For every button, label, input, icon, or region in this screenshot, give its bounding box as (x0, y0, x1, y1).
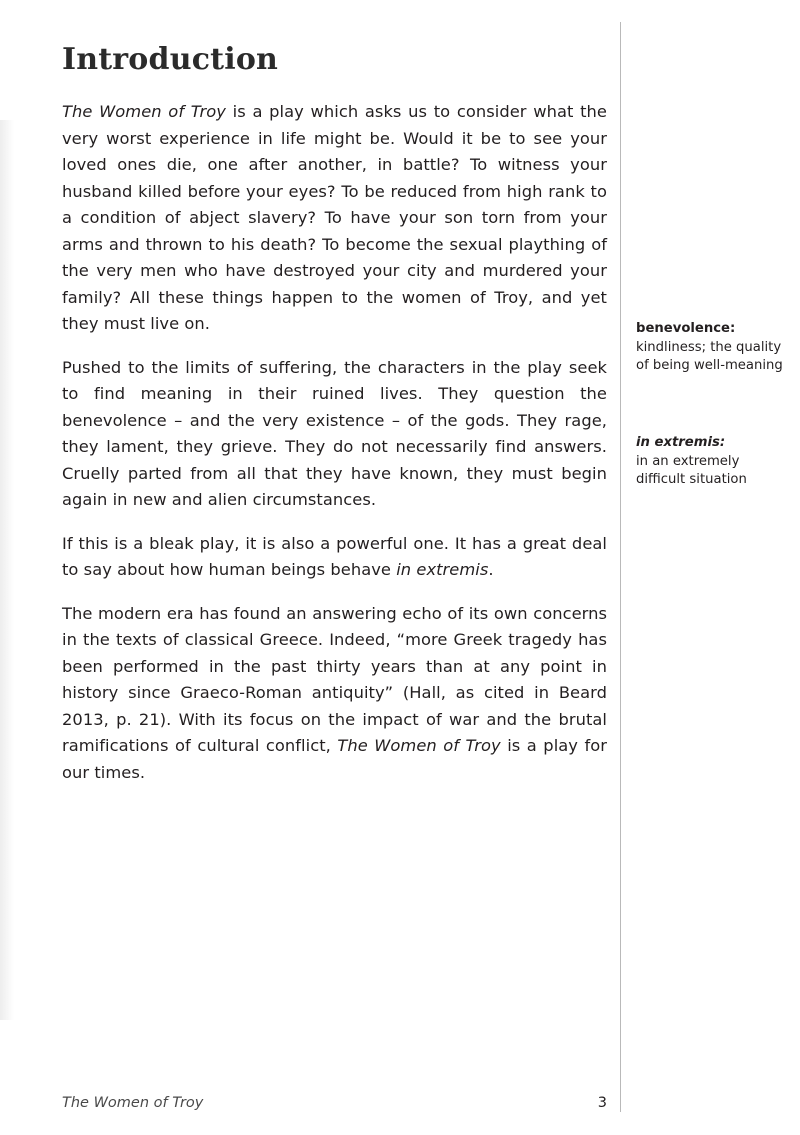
glossary-term: benevolence: (636, 321, 736, 336)
page-footer (62, 1095, 607, 1111)
footer-page-number: 3 (597, 1095, 607, 1111)
text-run: Pushed to the limits of suffering, the characters in the play seek to find meaning in their ruined lives. They question the benevolence – and the very existence – of the gods. They rage, they lament, they grieve. They do not necessarily find answers. Cruelly parted from all that they have known, they must begin again in new and alien circumstances. (62, 357, 607, 509)
body-paragraph (62, 355, 607, 514)
text-run: The modern era has found an answering echo of its own concerns in the texts of classical Greece. Indeed, “more Greek tragedy has been performed in the past thirty years than at any point in history since Graeco-Roman antiquity” (Hall, as cited in Beard 2013, p. 21). With its focus on the impact of war and the brutal ramifications of cultural conflict, (62, 603, 607, 755)
text-run: is a play which asks us to consider what the very worst experience in life might be. Would it be to see your loved ones die, one after another, in battle? To witness your husband killed before your eyes? To be reduced from high rank to a condition of abject slavery? To have your son torn from your arms and thrown to his death? To become the sexual plaything of the very men who have destroyed your city and murdered your family? All these things happen to the women of Troy, and yet they must live on. (62, 102, 607, 333)
glossary-term: in extremis: (636, 435, 726, 450)
body-paragraph (62, 99, 607, 338)
italic-text-run: in extremis (396, 560, 489, 579)
body-text (62, 99, 607, 786)
text-run: If this is a bleak play, it is also a powerful one. It has a great deal to say about how human beings behave (62, 533, 607, 579)
page-title: Introduction (62, 42, 279, 77)
body-paragraph (62, 531, 607, 584)
footer-book-title: The Women of Troy (62, 1095, 204, 1111)
sidebar-divider-rule (620, 22, 621, 1112)
main-text-column (62, 42, 607, 786)
text-run: . (488, 560, 494, 579)
body-paragraph (62, 601, 607, 787)
text-run: is a play for our times. (62, 736, 607, 782)
glossary-definition: in an extremely difficult situation (636, 453, 747, 487)
glossary-note (636, 320, 786, 376)
page-spine-shadow (0, 120, 14, 1020)
italic-text-run: The Women of Troy (62, 102, 226, 121)
glossary-note (636, 434, 786, 490)
glossary-definition: kindliness; the quality of being well-meaning (636, 339, 783, 373)
italic-text-run: The Women of Troy (337, 736, 501, 755)
